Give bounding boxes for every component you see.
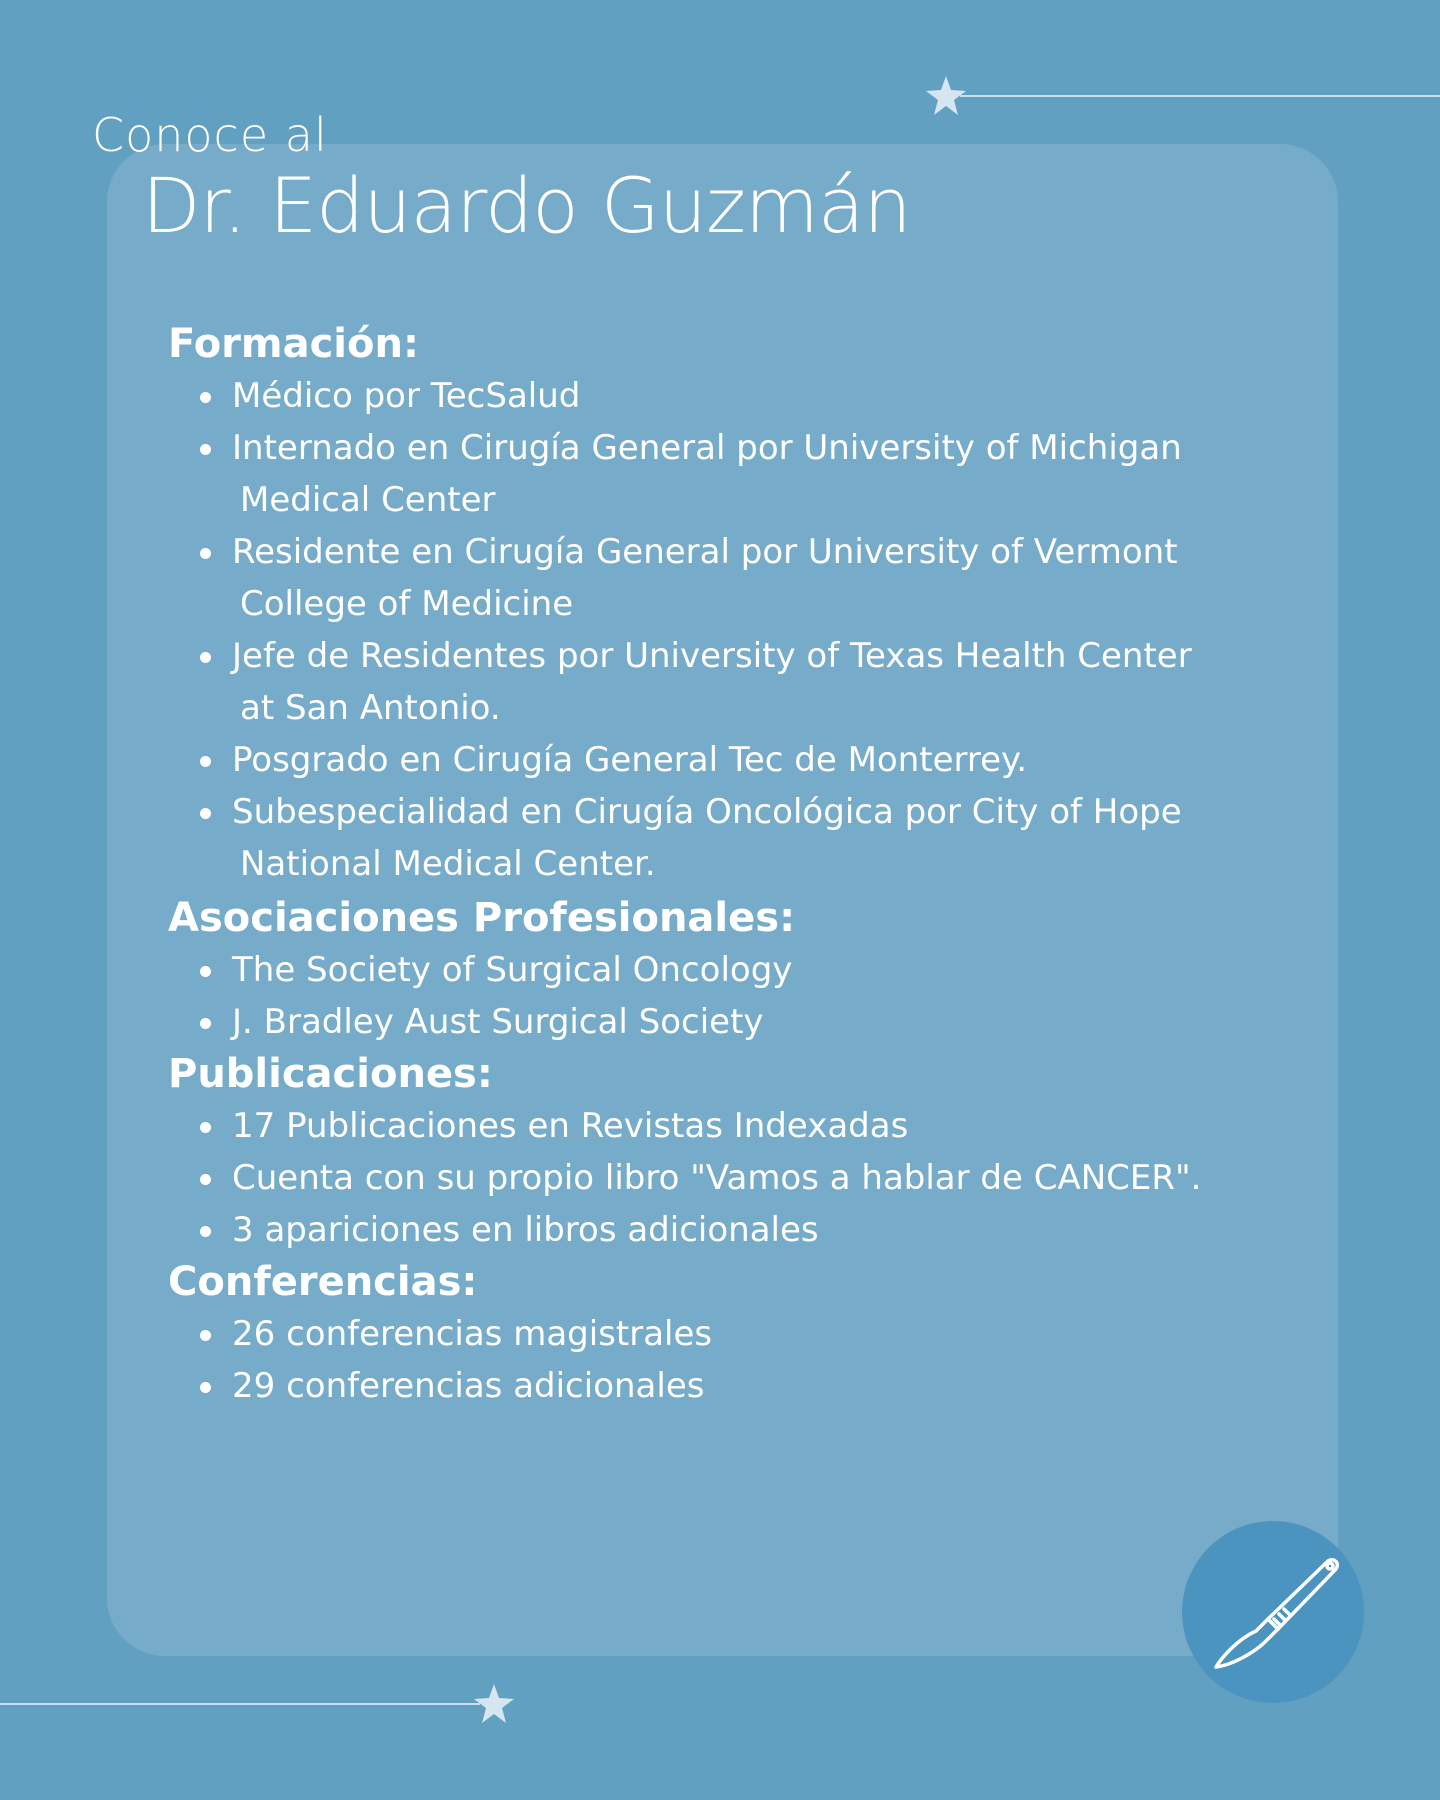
bullet <box>200 1174 211 1185</box>
section-heading: Formación: <box>168 321 419 367</box>
list-item: The Society of Surgical Oncology <box>168 944 1228 996</box>
list-item: 29 conferencias adicionales <box>168 1360 1228 1412</box>
list-item: 17 Publicaciones en Revistas Indexadas <box>168 1100 1228 1152</box>
bottom-decor-line <box>0 1703 480 1705</box>
intro-title: Conoce al <box>92 108 328 162</box>
section-list <box>168 1100 1228 1256</box>
bullet <box>200 1122 211 1133</box>
top-decor-line <box>960 95 1440 97</box>
list-item: 26 conferencias magistrales <box>168 1308 1228 1360</box>
scalpel-icon <box>1182 1521 1364 1703</box>
bullet <box>200 548 211 559</box>
list-item: 3 apariciones en libros adicionales <box>168 1204 1228 1256</box>
bullet <box>200 392 211 403</box>
list-item: Internado en Cirugía General por University of Michigan Medical Center <box>168 422 1228 526</box>
list-item: Cuenta con su propio libro "Vamos a hablar de CANCER". <box>168 1152 1228 1204</box>
bullet <box>200 756 211 767</box>
section-asociaciones <box>168 892 1228 1048</box>
section-list <box>168 370 1228 890</box>
list-item: Subespecialidad en Cirugía Oncológica por City of Hope National Medical Center. <box>168 786 1228 890</box>
bullet <box>200 1018 211 1029</box>
section-formacion <box>168 318 1228 890</box>
section-heading: Asociaciones Profesionales: <box>168 895 796 941</box>
bullet <box>200 1226 211 1237</box>
list-item: Residente en Cirugía General por University of Vermont College of Medicine <box>168 526 1228 630</box>
bullet <box>200 652 211 663</box>
bullet <box>200 444 211 455</box>
section-heading: Conferencias: <box>168 1259 478 1305</box>
content-list <box>168 318 1228 1412</box>
section-list <box>168 1308 1228 1412</box>
list-item: Posgrado en Cirugía General Tec de Monterrey. <box>168 734 1228 786</box>
list-item: J. Bradley Aust Surgical Society <box>168 996 1228 1048</box>
section-publicaciones <box>168 1048 1228 1256</box>
doctor-name-title: Dr. Eduardo Guzmán <box>142 161 911 250</box>
badge <box>1182 1521 1364 1703</box>
section-list <box>168 944 1228 1048</box>
bullet <box>200 1330 211 1341</box>
star-icon <box>472 1682 516 1726</box>
bullet <box>200 1382 211 1393</box>
section-heading: Publicaciones: <box>168 1051 493 1097</box>
section-conferencias <box>168 1256 1228 1412</box>
bullet <box>200 966 211 977</box>
bullet <box>200 808 211 819</box>
list-item: Jefe de Residentes por University of Texas Health Center at San Antonio. <box>168 630 1228 734</box>
list-item: Médico por TecSalud <box>168 370 1228 422</box>
star-icon <box>924 74 968 118</box>
